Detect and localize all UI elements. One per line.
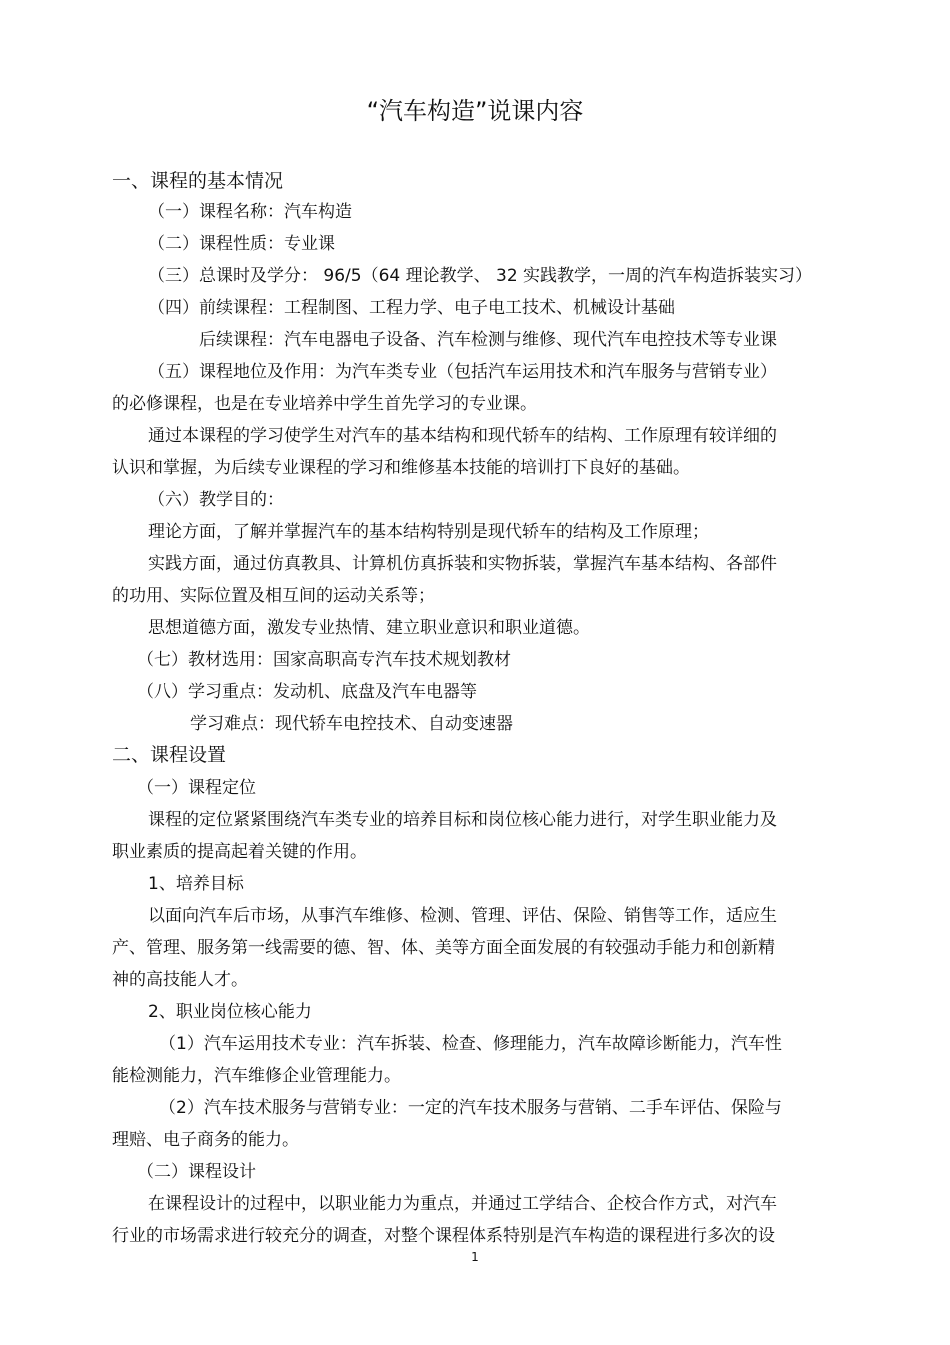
section-heading: 一、课程的基本情况 bbox=[112, 170, 284, 192]
text-line: 以面向汽车后市场，从事汽车维修、检测、管理、评估、保险、销售等工作，适应生 bbox=[148, 906, 777, 926]
text-line: 神的高技能人才。 bbox=[112, 970, 248, 990]
text-line: （三）总课时及学分： 96/5（64 理论教学、 32 实践教学，一周的汽车构造拆装实习） bbox=[148, 266, 813, 286]
text-line: （八）学习重点：发动机、底盘及汽车电器等 bbox=[137, 682, 477, 702]
text-line: 的功用、实际位置及相互间的运动关系等； bbox=[112, 586, 435, 606]
text-line: 的必修课程，也是在专业培养中学生首先学习的专业课。 bbox=[112, 394, 537, 414]
text-line: （七）教材选用：国家高职高专汽车技术规划教材 bbox=[137, 650, 511, 670]
text-line: 在课程设计的过程中，以职业能力为重点，并通过工学结合、企校合作方式，对汽车 bbox=[148, 1194, 777, 1214]
text-line: 实践方面，通过仿真教具、计算机仿真拆装和实物拆装，掌握汽车基本结构、各部件 bbox=[148, 554, 777, 574]
text-line: 1、培养目标 bbox=[148, 874, 244, 894]
text-line: 认识和掌握，为后续专业课程的学习和维修基本技能的培训打下良好的基础。 bbox=[112, 458, 690, 478]
text-line: （1）汽车运用技术专业：汽车拆装、检查、修理能力，汽车故障诊断能力，汽车性 bbox=[159, 1034, 782, 1054]
text-line: 产、管理、服务第一线需要的德、智、体、美等方面全面发展的有较强动手能力和创新精 bbox=[112, 938, 775, 958]
document-title: “汽车构造”说课内容 bbox=[366, 97, 584, 125]
text-line: （二）课程性质：专业课 bbox=[148, 234, 335, 254]
text-line: 通过本课程的学习使学生对汽车的基本结构和现代轿车的结构、工作原理有较详细的 bbox=[148, 426, 777, 446]
text-line: （五）课程地位及作用：为汽车类专业（包括汽车运用技术和汽车服务与营销专业） bbox=[148, 362, 777, 382]
text-line: （二）课程设计 bbox=[137, 1162, 256, 1182]
text-line: 思想道德方面，激发专业热情、建立职业意识和职业道德。 bbox=[148, 618, 590, 638]
text-line: 理赔、电子商务的能力。 bbox=[112, 1130, 299, 1150]
text-line: 课程的定位紧紧围绕汽车类专业的培养目标和岗位核心能力进行，对学生职业能力及 bbox=[148, 810, 777, 830]
page-number: 1 bbox=[471, 1250, 479, 1264]
text-line: （一）课程名称：汽车构造 bbox=[148, 202, 352, 222]
text-line: 后续课程：汽车电器电子设备、汽车检测与维修、现代汽车电控技术等专业课 bbox=[199, 330, 777, 350]
text-line: 能检测能力，汽车维修企业管理能力。 bbox=[112, 1066, 401, 1086]
text-line: 学习难点：现代轿车电控技术、自动变速器 bbox=[190, 714, 513, 734]
text-line: 职业素质的提高起着关键的作用。 bbox=[112, 842, 367, 862]
text-line: （一）课程定位 bbox=[137, 778, 256, 798]
text-line: 理论方面，了解并掌握汽车的基本结构特别是现代轿车的结构及工作原理； bbox=[148, 522, 709, 542]
text-line: （四）前续课程：工程制图、工程力学、电子电工技术、机械设计基础 bbox=[148, 298, 675, 318]
text-line: 行业的市场需求进行较充分的调查，对整个课程体系特别是汽车构造的课程进行多次的设 bbox=[112, 1226, 775, 1246]
text-line: （2）汽车技术服务与营销专业：一定的汽车技术服务与营销、二手车评估、保险与 bbox=[159, 1098, 782, 1118]
text-line: 2、职业岗位核心能力 bbox=[148, 1002, 312, 1022]
text-line: （六）教学目的： bbox=[148, 490, 284, 510]
section-heading: 二、课程设置 bbox=[112, 744, 227, 766]
